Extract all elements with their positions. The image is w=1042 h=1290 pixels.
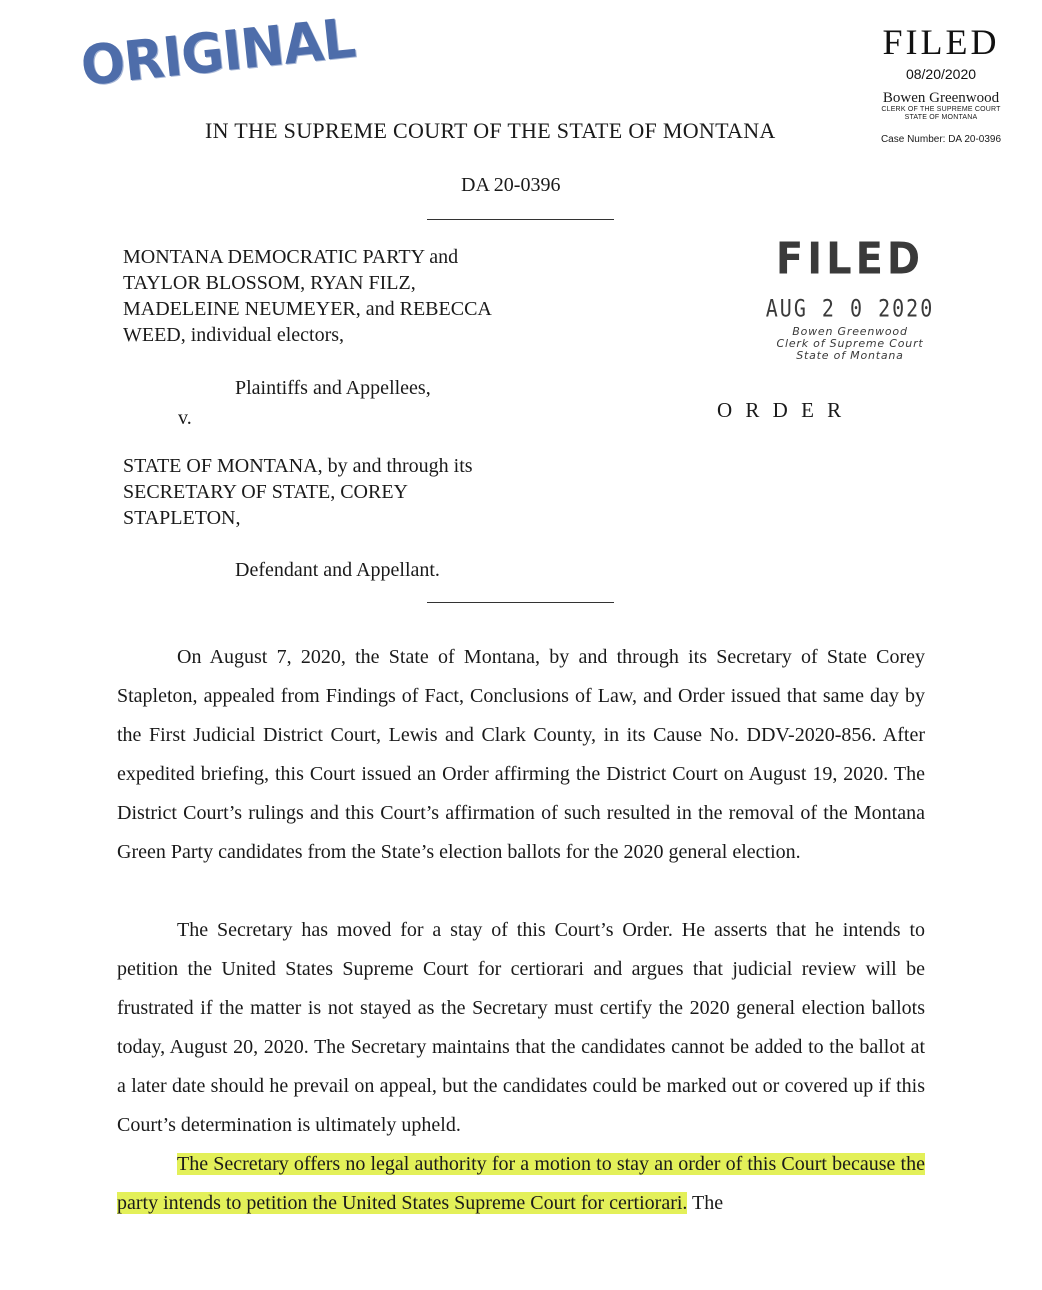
- versus: v.: [178, 407, 192, 429]
- order-heading: O R D E R: [717, 398, 846, 422]
- efile-clerk-title: CLERK OF THE SUPREME COURT: [881, 106, 1001, 113]
- original-stamp: ORIGINAL: [78, 7, 358, 99]
- defendant-block: [123, 453, 473, 531]
- paragraph-text: On August 7, 2020, the State of Montana, by and through its Secretary of State Corey Stapleton, appealed from Findings of Fact, Conclusions of Law, and Order issued that same day by the First Judicial District Court, Lewis and Clark County, in its Cause No. DDV-2020-856. After expedited briefing, this Court issued an Order affirming the District Court on August 19, 2020. The District Court’s rulings and this Court’s affirmation of such resulted in the removal of the Montana Green Party candidates from the State’s election ballots for the 2020 general election.: [117, 646, 925, 863]
- stamp-filed-word: FILED: [775, 233, 925, 285]
- efile-clerk-name: Bowen Greenwood: [882, 90, 1000, 106]
- docket-number: DA 20-0396: [461, 174, 561, 196]
- plaintiff-line: TAYLOR BLOSSOM, RYAN FILZ,: [123, 272, 416, 294]
- stamp-clerk-title: Clerk of Supreme Court: [776, 337, 924, 350]
- filed-rubber-stamp: [760, 233, 940, 362]
- stamp-date: AUG 2 0 2020: [765, 293, 935, 323]
- body-paragraph-1: [117, 638, 925, 872]
- efile-case-number: Case Number: DA 20-0396: [880, 134, 1002, 145]
- efile-stamp: [866, 24, 1016, 145]
- defendant-line: STAPLETON,: [123, 507, 241, 529]
- defendant-role: Defendant and Appellant.: [235, 559, 440, 581]
- caption-divider-bottom: [427, 602, 614, 603]
- efile-filed-word: FILED: [882, 22, 1000, 62]
- paragraph-text: The Secretary has moved for a stay of this Court’s Order. He asserts that he intends to petition the United States Supreme Court for certiorari and argues that judicial review will be frustrated if the matter is not stayed as the Secretary must certify the 2020 general election ballots today, August 20, 2020. The Secretary maintains that the candidates cannot be added to the ballot at a later date should he prevail on appeal, but the candidates could be marked out or covered up if this Court’s determination is ultimately upheld.: [117, 919, 925, 1136]
- stamp-state: State of Montana: [796, 349, 904, 362]
- court-title: IN THE SUPREME COURT OF THE STATE OF MONTANA: [205, 118, 776, 143]
- efile-state: STATE OF MONTANA: [904, 114, 978, 121]
- highlighted-text: The Secretary offers no legal authority for a motion to stay an order of this Court because the party intends to petition the United States Supreme Court for certiorari.: [117, 1153, 925, 1214]
- plaintiffs-role: Plaintiffs and Appellees,: [235, 377, 431, 399]
- plaintiff-line: WEED, individual electors,: [123, 324, 345, 346]
- efile-date: 08/20/2020: [905, 66, 977, 82]
- plaintiff-line: MADELEINE NEUMEYER, and REBECCA: [123, 298, 492, 320]
- plaintiff-line: MONTANA DEMOCRATIC PARTY and: [123, 246, 459, 268]
- body-paragraph-3: [117, 1145, 925, 1223]
- stamp-clerk-name: Bowen Greenwood: [792, 325, 908, 338]
- paragraph-text: The: [687, 1192, 724, 1214]
- defendant-line: SECRETARY OF STATE, COREY: [123, 481, 408, 503]
- plaintiffs-block: [123, 244, 492, 348]
- caption-divider-top: [427, 219, 614, 220]
- body-paragraph-2: [117, 911, 925, 1145]
- defendant-line: STATE OF MONTANA, by and through its: [123, 455, 473, 477]
